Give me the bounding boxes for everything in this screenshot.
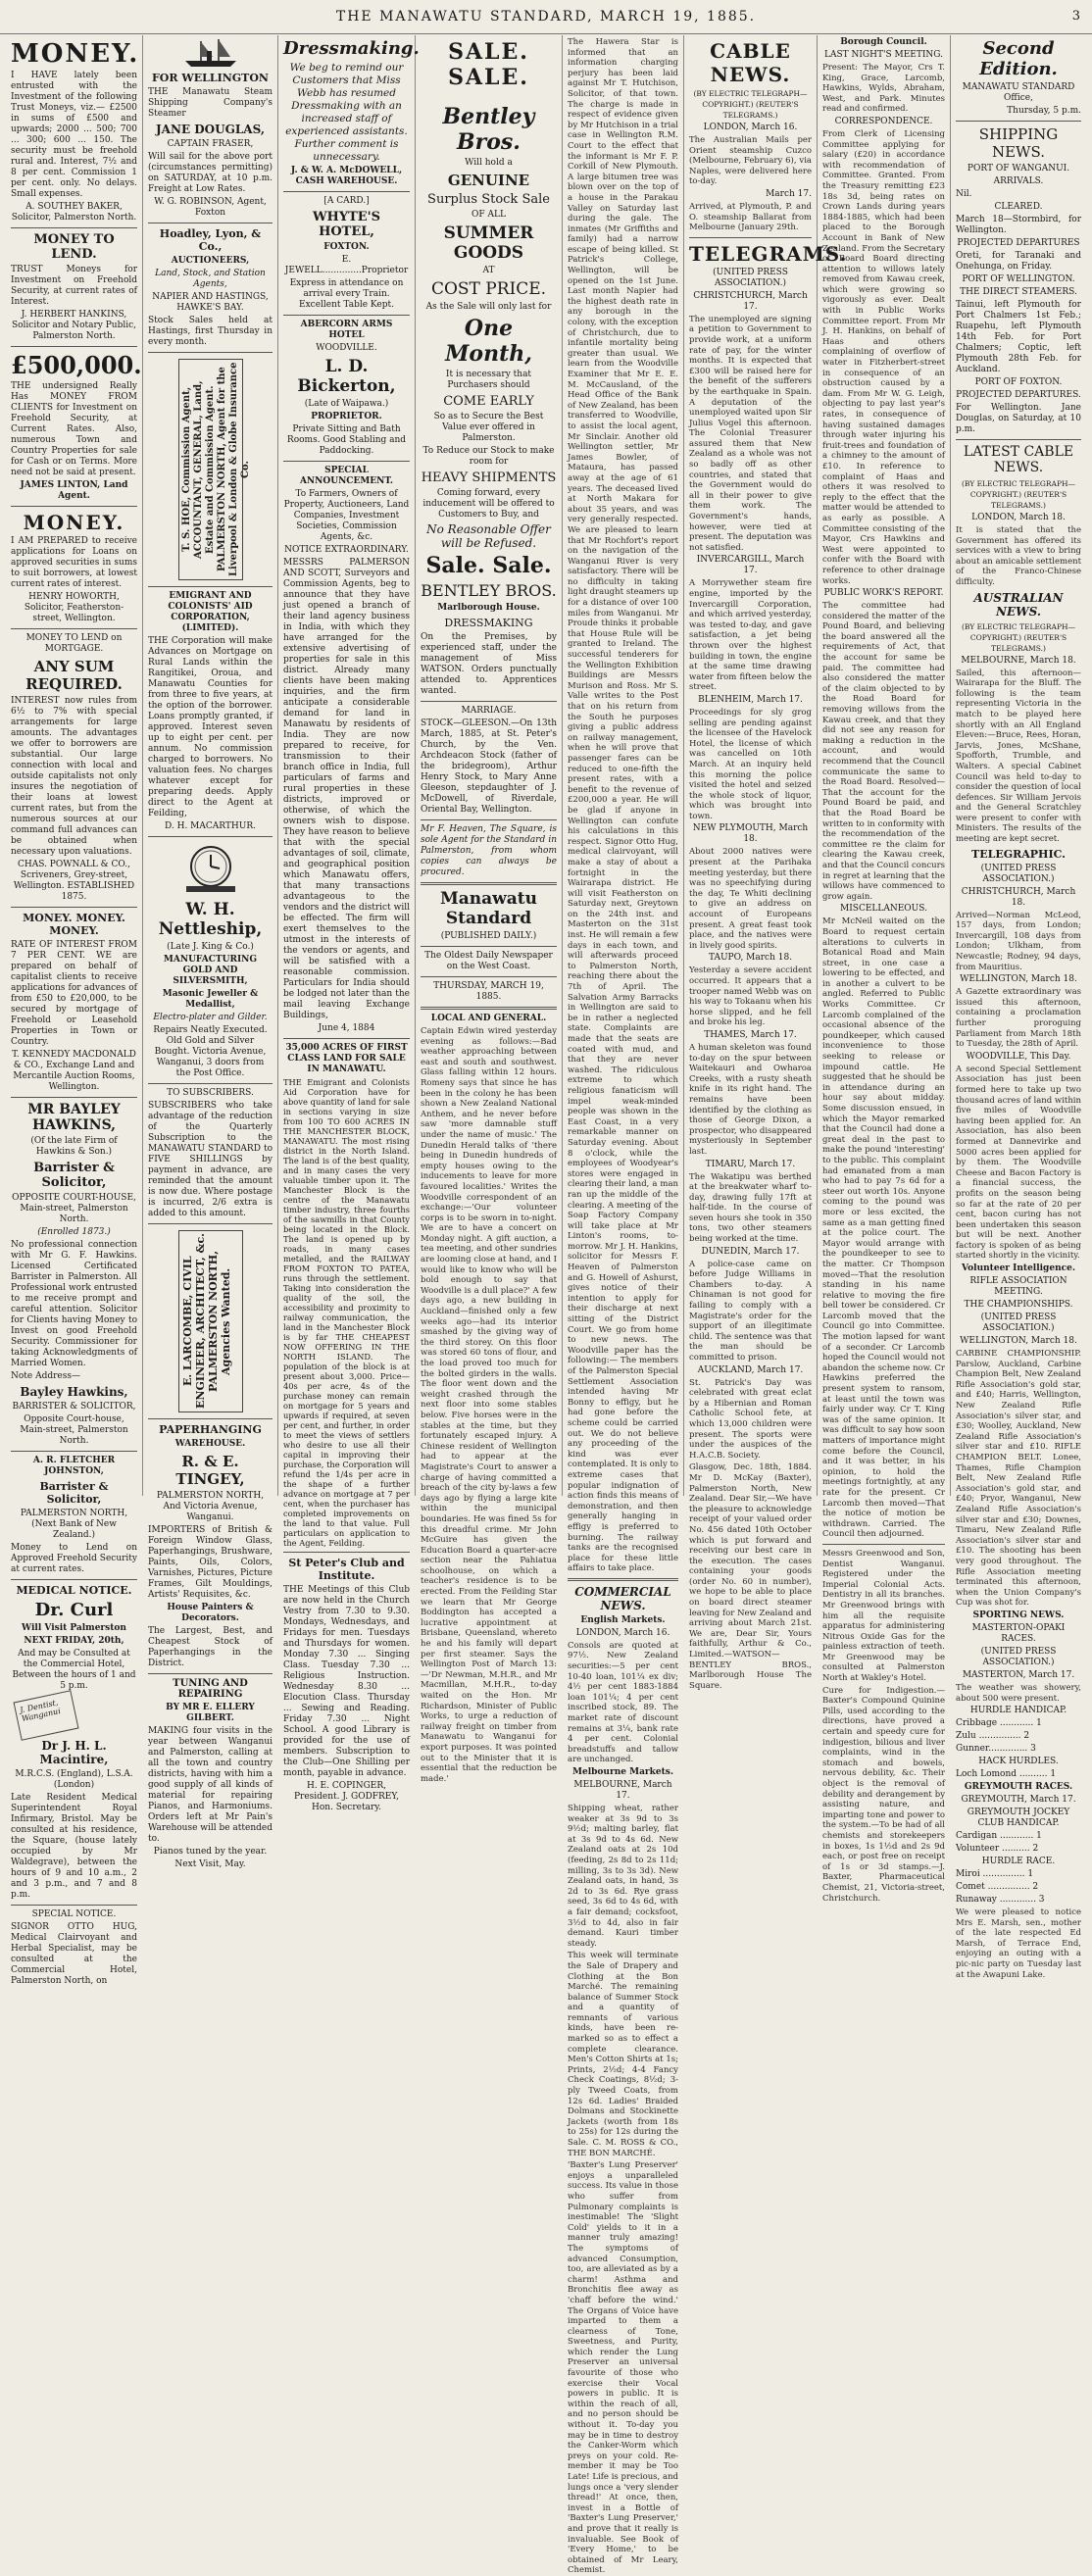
- mbh-addr: OPPOSITE COURT-HOUSE, Main-street, Palmerston North.: [12, 1193, 136, 1224]
- latest-london-date: LONDON, March 18.: [971, 513, 1066, 522]
- published: (PUBLISHED DAILY.): [440, 931, 537, 941]
- aber-prop: L. D. Bickerton,: [297, 357, 396, 396]
- hurdle-row: Cribbage ............ 1: [956, 1718, 1042, 1729]
- summer-goods: SUMMER GOODS: [443, 223, 534, 263]
- aus-melb-body: Sailed, this afternoon—Wairarapa for the Bluff. The following is the team representing Victoria in the match to be played here shortly with an All England Eleven:—Bruce, Rees, Horan, Jarvis, Jones, McShane, Spofforth, Trumble, and Walters. A special Cabinet Council was held to-day to consider the question of local defences. Sir William Jervois and the General Scratchley were present to confer with Ministers. The results of the meeting are kept secret.: [956, 668, 1081, 845]
- dress-body: We beg to remind our Customers that Miss Webb has resumed Dressmaking with an increased staff of experienced assistants. Further comment is unnecessary.: [285, 62, 408, 163]
- melbourne-body: Shipping wheat, rather weaker at 3s 9d to 3s 9½d; malting barley, flat at 3s 9d to 4s 6d. New Zealand oats at 2s 10d (feeding, 2s 8d to 2s 11d; milling, 3s to 3s 3d). New Zealand oats, in hand, 3s 2d to 3s 6d. Rye grass seed, 3s 6d to 4s 6d, with a fair demand; cocksfoot, 3½d to 4d, also in fair demand. Kauri timber steady.: [568, 1804, 678, 1949]
- aber-name: ABERCORN ARMS HOTEL: [300, 320, 393, 340]
- commercial-title: COMMERCIAL NEWS.: [574, 1584, 671, 1612]
- melbourne-date: MELBOURNE, March 17.: [573, 1780, 672, 1801]
- latest-cable-title: LATEST CABLE NEWS.: [963, 444, 1074, 475]
- inv-date: INVERCARGILL, March 17.: [696, 555, 805, 576]
- hurdle-title: HURDLE HANDICAP.: [969, 1706, 1067, 1716]
- stpeter-title: St Peter's Club and Institute.: [288, 1557, 405, 1582]
- curl-date: NEXT FRIDAY, 20th,: [24, 1636, 124, 1646]
- hlc-name: Hoadley, Lyon, & Co.,: [159, 227, 262, 253]
- blen-body: Proceedings for sly grog selling are pending against the licensee of the Havelock Hotel, the license of which was cancelled on 10th March. At an inquiry held this morning the police visited the hotel and seized the whole stock of liquor, which was brought into town.: [689, 707, 812, 821]
- champ-body: CARBINE CHAMPIONSHIP. Parslow, Auckland, Carbine Champion Belt, New Zealand Rifle Association's gold star, and £40; Harris, Wellington, New Zealand Rifle Association's silver star, and £30; Woolley, Auckland, New Zealand Rifle Association's silver star and £10. RIFLE CHAMPION BELT. Lonee, Thames, Rifle Champion Belt, New Zealand Rifle Association's gold star, and £40; Pryor, Wanganui, New Zealand Rifle Association's silver star and £30; Downes, Timaru, New Zealand Rifle Association's silver star and £10. The shooting has been very good throughout. The Rifle Association meeting terminated this afternoon, when the Union Company's Cup was shot for.: [956, 1349, 1081, 1609]
- hlc-role: AUCTIONEERS,: [171, 256, 250, 266]
- bentley-name: Bentley Bros.: [442, 104, 535, 155]
- inv-body: A Morrywether steam fire engine, imported by the Invercargill Corporation, and which arrived yesterday, was tested to-day, and gave satisfaction, a jet being thrown over the highest building in town, the engine at the same time drawing water from fifteen below the street.: [689, 578, 812, 693]
- news-body: The Hawera Star is informed that an information charging perjury has been laid against Mr T. Hutchison, Solicitor, of that town. The charge is made in respect of evidence given by Mr Hutchison in a trial case in Wellington R.M. Court to the effect that the informant is Mr F. P. Corkill of New Plymouth. A large bitumen tree was blown over on the top of a house in the Parakau Valley on Saturday last during the gale. The inmates (Mr Griffiths and family) had a narrow escape of being killed. St Patrick's College, Wellington, will be opened on the 1st June. Last month Napier had the highest death rate in any borough in the colony, with the exception of Christchurch, due to infantile mortality being greater than usual. We learn from the Woodville Examiner that Mr E. E. M. McCausland, of the Head Office of the Bank of New Zealand, has been transferred to Woodville, to assist the local agent, Mr Sinclair. Another old Wellington settler, Mr James Bowler, of Mataura, has passed away at the age of 61 years. The deceased lived at North Makara for about 35 years, and was very generally respected. We are pleased to learn that Mr Rochfort's report on the navigation of the Wanganui River is very satisfactory. There will be no difficulty in taking light draught steamers up for a distance of over 100 miles from Wanganui. Mr Proude thinks it probable that House Rule will be granted to Ireland. The successful tenderers for the Wellington Exhibition Buildings are Messrs Murison and Ross. Mr S. Valle writes to the Post that on his return from the South he purposes giving a public address on railway management, when he will prove that passenger fares can be reduced to one-fifth the present rates, with a benefit to the revenue of £200,000 a year. He will be glad if anyone in Wellington can confute his calculations in this respect. Signor Otto Hug, medical clairvoyant, will make a stay of about a fortnight in the Wairarapa district. He will visit Featherston on Saturday next, Greytown on the 24th inst. and Masterton on the 31st inst. He will remain a few days in each town, and will afterwards proceed to Palmerston North, reaching there about the 7th of April. The Salvation Army Barracks in Wellington are said to be in rather a neglected state. Complaints are made that the seats are coated with mud, and that they are never washed. The ridiculous extreme to which religious fanaticism will impel weak-minded people was shown in the East Coast, in a very remarkable manner on Saturday evening. About 8 o'clock, while the employees of Woodyear's stores were engaged in clearing their land, a man ran up the middle of the clearing. A meeting of the Soap Factory Company will take place at Mr Linton's rooms, to-morrow. Mr J. H. Hankins, solicitor for Messrs F. Heaven of Palmerston and G. Howell of Ashurst, gives notice of their intention to apply for their discharge at next sitting of the District Court. We go from home to new news. The Woodville paper has the following:— The members of the Palmerston Special Settlement Association intended having Mr Bonny to effigy, but he had gone before the scheme could be carried out. We do not believe any proceeding of the kind was ever contemplated. It is only to extreme cases that popular indignation of action finds this means of demonstration, and then generally hanging in effigy is preferred to burning. The railway tanks are the recognised place for these little affairs to take place.: [568, 37, 678, 1574]
- imp-text: It is necessary that Purchasers should: [445, 370, 532, 390]
- secure-text: So as to Secure the Best Value ever offered in Palmerston.: [433, 412, 544, 443]
- hlc-role2: Land, Stock, and Station Agents,: [155, 269, 266, 289]
- coming-text: Coming forward, every inducement will be offered to Customers to Buy, and: [422, 488, 555, 520]
- np-date: NEW PLYMOUTH, March 18.: [692, 823, 809, 845]
- aber-role: PROPRIETOR.: [311, 412, 382, 421]
- tingey-body: IMPORTERS of British & Foreign Window Glass, Paperhangings, Brushware, Paints, Oils, Colors, Varnishes, Pictures, Picture Frames, Gilt Mouldings, Artists' Requisites, &c.: [148, 1525, 273, 1600]
- curl-name: Dr. Curl: [34, 1600, 114, 1620]
- pub-body: The committee had considered the matter of the Pound Board, and believing the board answered all the requirements of Act, that the account for same be paid. The committee had also considered the matter of the claim objected to by the Road Board for removing willows from the Kawau creek, and that they did not see any reason for making a reduction in the account, and would recommend that the Council communicate the same to the Road Board. Resolved—That the account for the Pound Board be paid, and that the Road Board be written to in conformity with the recommendation of the committee re the claim for clearing the Kawau creek, and that the Council concurs in regret at learning that the willows have commenced to grow again.: [822, 601, 945, 902]
- greymouth-sub: GREYMOUTH JOCKEY CLUB HANDICAP.: [967, 1808, 1070, 1829]
- tg-chch-body: Arrived—Norman McLeod, 157 days, from London; Invercargill, 108 days from London; Ulkham, from Newcastle; Rodney, 94 days, from Mauritius.: [956, 910, 1081, 972]
- hlc-addr: NAPIER AND HASTINGS, HAWKE'S BAY.: [152, 292, 269, 313]
- tg-well-body: A Gazette extraordinary was issued this afternoon, containing a proclamation further proroguing Parliament from March 18th to Tuesday, the 28th of April.: [956, 987, 1081, 1050]
- paper-nameplate: Manawatu Standard: [439, 889, 538, 928]
- tuning-foot: Pianos tuned by the year.: [153, 1847, 268, 1857]
- hurdle2-title: HURDLE RACE.: [981, 1857, 1056, 1867]
- hlc-body: Stock Sales held at Hastings, first Thursday in every month.: [148, 316, 273, 347]
- london-date: LONDON, March 16.: [703, 123, 798, 132]
- money-sign: A. SOUTHEY BAKER, Solicitor, Palmerston North.: [11, 202, 137, 223]
- cleared-label: CLEARED.: [994, 202, 1043, 212]
- steam-body-2: Will sail for the above port (circumstances permitting) on SATURDAY, at 10 p.m. Freight at Low Rates.: [148, 152, 273, 194]
- sale-title-2: Sale. Sale.: [425, 553, 552, 578]
- steamer-captain: CAPTAIN FRASER,: [167, 139, 254, 149]
- tingey-body2: The Largest, Best, and Cheapest Stock of Paperhangings in the District.: [148, 1626, 273, 1668]
- pub-title: PUBLIC WORK'S REPORT.: [823, 588, 944, 599]
- champ-sub: (UNITED PRESS ASSOCIATION.): [980, 1313, 1057, 1334]
- cost-price: COST PRICE.: [430, 279, 547, 299]
- req-sign: CHAS. POWNALL & CO., Scriveners, Grey-street, Wellington. ESTABLISHED 1875.: [13, 860, 135, 902]
- hack-row: Loch Lomond .......... 1: [956, 1769, 1057, 1780]
- lend-sign: J. HERBERT HANKINS, Solicitor and Notary Public, Palmerston North.: [11, 310, 137, 341]
- special-ann-body: MESSRS PALMERSON AND SCOTT, Surveyors and Commission Agents, beg to announce that they have just opened a branch of their land agency business in India, with which they have arranged for the extensive advertising of properties for sale in this district. Already many clients have been making inquiries, and the firm anticipate a considerable demand for land in Manawatu by residents of India. They are now prepared to receive, for transmission to their branch office in India, full particulars of farms and rural properties in these districts, improved or otherwise, of which the owners wish to dispose. They have reason to believe that with the special advantages of soil, climate, and geographical position which Manawatu offers, that many transactions advantageous to the vendors and the district will be effected. The firm will exert themselves to the utmost in the interests of the vendors or agents, and will be satisfied with a reasonable commission. Particulars for India should be lodged not later than the mail leaving Exchange Buildings,: [283, 558, 410, 1020]
- surplus: Surplus Stock Sale: [427, 192, 550, 207]
- nettleship-role3: Electro-plater and Gilder.: [153, 1013, 268, 1022]
- nettleship-sub: (Late J. King & Co.): [167, 942, 254, 952]
- dentist-card-image: [13, 1690, 78, 1741]
- grey-row: Cardigan ............ 1: [956, 1831, 1042, 1842]
- borough-sub: LAST NIGHT'S MEETING.: [824, 50, 943, 60]
- emig-body: THE Corporation will make Advances on Mortgage on Rural Lands within the Rangitikei, Oroua, and Manawatu Counties for from three to five years, at the option of the borrower. Loans promptly granted, if approved. Interest seven up to eight per cent. per annum. No commission charged to borrowers. No valuation fees. No charges whatever except for preparing deeds. Apply direct to the Agent at Feilding,: [148, 636, 273, 818]
- masterton-date: MASTERTON, March 17.: [962, 1669, 1075, 1680]
- larcombe-vertical-card: E. LARCOMBE, CIVIL ENGINEER, ARCHITECT, &c. PALMERSTON NORTH, Agencies Wanted.: [178, 1230, 243, 1412]
- money2-body: I AM PREPARED to receive applications for Loans on approved securities in sums to suit borrowers, at lowest current rates of interest.: [11, 536, 137, 589]
- req-body: INTEREST now rules from 6½ to 7% with special arrangements for large amounts. The advantages we offer to borrowers are substantial. Our large connection with local and outside capitalists not only insures the negotiation of their loans at lowest current rates, but from the numerous sources at our command full advances can be obtained when necessary upon valuations.: [11, 696, 137, 857]
- special-ann-notice: NOTICE EXTRAORDINARY.: [284, 545, 409, 555]
- emig-sign: D. H. MACARTHUR.: [165, 821, 256, 831]
- greymouth-date: GREYMOUTH, March 17.: [961, 1795, 1076, 1806]
- column-5: [563, 35, 684, 2576]
- steam-body: THE Manawatu Steam Shipping Company's Steamer: [148, 87, 273, 119]
- projected2-label: PROJECTED DEPARTURES.: [956, 390, 1081, 400]
- arrived: Arrived, at Plymouth, P. and O. steamship Ballarat from Melbourne (January 29th.: [689, 201, 812, 233]
- masthead: [0, 0, 1092, 34]
- steam-sign: W. G. ROBINSON, Agent, Foxton: [154, 197, 267, 218]
- dressmaking-2-body: On the Premises, by experienced staff, under the management of Miss WATSON. Orders punctually attended to. Apprentices wanted.: [421, 632, 557, 696]
- afj-name: A. R. FLETCHER JOHNSTON,: [32, 1456, 116, 1476]
- mbh-enrolled: (Enrolled 1873.): [37, 1227, 111, 1237]
- column-3: [278, 35, 420, 1812]
- bonmarche-notice: This week will terminate the Sale of Drapery and Clothing at the Bon Marché. The remaining balance of Summer Stock and a quantity of remnants of various kinds, have been re-marked so as to effect a complete clearance. Men's Cotton Shirts at 1s; Prints, 2½d; 4-4 Fancy Check Coatings, 8½d; 3-ply Tweed Coats, from 12s 6d. Ladies' Braided Dolmans and Stockinette Jackets (worth from 18s to 25s) for 12s during the Sale. C. M. ROSS & CO., THE BON MARCHÉ.: [568, 1951, 678, 2158]
- cable-title: CABLE NEWS.: [710, 39, 791, 86]
- clock-icon: [178, 841, 243, 896]
- aber-town: WOODVILLE.: [316, 343, 377, 353]
- aber-body: Private Sitting and Bath Rooms. Good Stabling and Paddocking.: [286, 424, 407, 456]
- marriage-body: STOCK—GLEESON.—On 13th March, 1885, at St. Peter's Church, by the Ven. Archdeacon Stock (father of the bridegroom), Arthur Henry Stock, to Mary Anne Gleeson, stepdaughter of J. McDowell, of Riverdale, Oriental Bay, Wellington.: [421, 718, 557, 815]
- issue-date: THURSDAY, MARCH 19, 1885.: [433, 981, 544, 1002]
- woodville-date: WOODVILLE, This Day.: [966, 1051, 1071, 1062]
- hurdle2-row: Miroi ............... 1: [956, 1869, 1034, 1880]
- of-all: OF ALL: [472, 210, 506, 220]
- melbourne-title: Melbourne Markets.: [572, 1767, 673, 1777]
- greymouth-title: GREYMOUTH RACES.: [964, 1782, 1073, 1793]
- masterton-sub: (UNITED PRESS ASSOCIATION.): [980, 1646, 1057, 1667]
- curl-body: And may be Consulted at the Commercial Hotel, Between the hours of 1 and 5 p.m.: [12, 1649, 136, 1691]
- cleared-body: March 18—Stormbird, for Wellington.: [956, 215, 1081, 235]
- english-date: LONDON, March 16.: [575, 1627, 670, 1638]
- heavy-shipments: HEAVY SHIPMENTS: [421, 471, 557, 485]
- tg-chch-date: CHRISTCHURCH, March 18.: [961, 886, 1076, 908]
- mac-body: Late Resident Medical Superintendent Royal Infirmary, Bristol. May be consulted at his residence, the Square, (house lately occupied by Mr Waldegrave), between the hours of 9 and 10 a.m., 2 and 3 p.m., and 7 and 8 p.m.: [11, 1793, 137, 1900]
- hurdle-row: Gunner.............. 3: [956, 1744, 1036, 1755]
- afj-addr: PALMERSTON NORTH, (Next Bank of New Zealand.): [20, 1509, 128, 1540]
- local-body: Captain Edwin wired yesterday evening as follows:—Bad weather approaching between east and south and southwest. Glass falling within 12 hours. Romeny says that since he has been in the colony he has been shown a New Zealand National Anthem, and he never before saw 'more damnable stuff under the name of music.' The Dunedin Herald talks of 'there being in Dunedin hundreds of empty houses owing to the inducements to leave for more favoured localities.' Writes the Woodville correspondent of an exchange:—'Our volunteer corps is to be sworn in to-night. We are to have a concert on Monday night. A gift auction, a tea meeting, and other sundries are looming close at hand, and I would like to know who will be bold enough to say that Woodville is a dull place?' A few days ago, a new building in Auckland—finished only a few weeks ago—had its interior smashed by the giving way of the third storey. On this floor was stored 60 tons of flour, and the load proved too much for the bolted girders in the walls. The floor went down and the weight crashed through the next floor into some stables below. Five horses were in the stables at the time, but they fortunately escaped injury. A Chinese resident of Wellington had to appear at the Magistrate's Court to answer a charge of having committed a breach of the city by-laws a few days ago by flying a large kite within the municipal boundaries. He was fined 5s for this dreadful crime. Mr John McGuire has given the Education Board a quarter-acre section near the Pahiatua schoolhouse, on which a teacher's residence is to be erected. From the Feilding Star we learn that Mr George Boddington has accepted a lucrative appointment at Brisbane, Queensland, whereto he and his family will depart per first steamer. Says the Wellington Post of March 13:—'Dr Newman, M.H.R., and Mr Macmillan, M.H.R., to-day waited on the Hon. Mr Richardson, Minister of Public Works, to urge a reduction of railway freight on timber from Manawatu to Wanganui for export purposes. It was pointed out to the Minister that it is essential that the reduction be made.': [421, 1026, 557, 1784]
- borough-present: Present: The Mayor, Crs T. King, Grace, Larcomb, Hawkins, Wylds, Abraham, West, and Park. Minutes read and confirmed.: [822, 63, 945, 115]
- chch-body: The unemployed are signing a petition to Government to provide work, at a uniform rate of pay, for the winter months. It is expected that £300 will be raised here for the benefit of the sufferers by the earthquake in Spain. A deputation of the unemployed waited upon Sir Julius Vogel this afternoon. The Colonial Treasurer assured them that New Zealand as a whole was not so badly off as other countries, and stated that the Government would do all in their power to give them work. The Government's hands, however, were tied at present. The deputation was not satisfied.: [689, 314, 812, 553]
- as-sale: As the Sale will only last for: [425, 302, 552, 312]
- column-7: [818, 35, 951, 1904]
- champ-title: THE CHAMPIONSHIPS.: [964, 1300, 1073, 1311]
- projected-label: PROJECTED DEPARTURES: [957, 238, 1080, 248]
- port-foxton: PORT OF FOXTON.: [974, 377, 1063, 387]
- money-body: I HAVE lately been entrusted with the Investment of the following Trust Moneys, viz.— £2500 in sums of £500 and upwards; 2000 ... 500; 700 ... 300; 600 ... 150. The security must be freehold rural and. Interest, 7½ and 8 per cent. Commission 1 per cent. only. No delays. Small expenses.: [11, 71, 137, 199]
- dressmaking-2: DRESSMAKING: [444, 617, 533, 629]
- reduce-text: To Reduce our Stock to make room for: [422, 446, 555, 467]
- telegrams-title: TELEGRAMS.: [689, 241, 848, 266]
- auckland-body: St. Patrick's Day was celebrated with great eclat by a Hibernian and Roman Catholic School fete, at which 13,000 children were present. The sports were under the auspices of the H.A.C.B. Society.: [689, 1377, 812, 1461]
- latest-cable-sub: (BY ELECTRIC TELEGRAPH—COPYRIGHT.) (REUTER'S TELEGRAMS.): [961, 479, 1076, 510]
- mbh-role: Barrister & Solicitor,: [33, 1161, 115, 1190]
- m3-body: RATE OF INTEREST FROM 7 PER CENT. WE are prepared on behalf of capitalist clients to receive applications for advances of from £50 to £20,000, to be secured by mortgage of Freehold or Leasehold Properties in Town or Country.: [11, 940, 137, 1047]
- aber-sub: (Late of Waipawa.): [304, 399, 389, 409]
- australian-title: AUSTRALIAN NEWS.: [973, 590, 1064, 619]
- money2-sign: HENRY HOWORTH, Solicitor, Featherston-street, Wellington.: [24, 592, 124, 623]
- heaven-agent: Mr F. Heaven, The Square, is sole Agent for the Standard in Palmerston, from whom copies can always be procured.: [421, 824, 557, 877]
- m3-sign: T. KENNEDY MACDONALD & CO., Exchange Land and Mercantile Auction Rooms, Wellington.: [12, 1050, 136, 1092]
- port-wanganui: PORT OF WANGANUI.: [967, 164, 1070, 173]
- mbh-firm: Bayley Hawkins,: [20, 1385, 128, 1399]
- march17: March 17.: [766, 188, 812, 199]
- mbh-body: No professional connection with Mr G. F. Hawkins. Licensed Certificated Barrister in Palmerston. All Professional work entrusted to me receive prompt and careful attention. Solicitor for Clients having Money to Invest on good Freehold Security. Commissioner for taking Acknowledgments of Married Women.: [11, 1240, 137, 1368]
- aus-melb-date: MELBOURNE, March 18.: [961, 655, 1076, 666]
- m3-title: MONEY. MONEY. MONEY.: [23, 912, 125, 937]
- volunteer-title: Volunteer Intelligence.: [962, 1263, 1075, 1274]
- borough-title: Borough Council.: [840, 37, 927, 47]
- nettleship-role: MANUFACTURING GOLD AND SILVERSMITH,: [163, 955, 258, 986]
- column-8: [951, 35, 1086, 1980]
- req-title: ANY SUM REQUIRED.: [25, 658, 123, 693]
- telegrams-sub: (UNITED PRESS ASSOCIATION.): [713, 267, 788, 288]
- dentist-card-text: J. Dentist, Wanganui: [19, 1698, 62, 1724]
- tuning-body: MAKING four visits in the year between Wanganui and Palmerston, calling at all the town and country districts, having with him a good supply of all kinds of material for repairing Pianos, and Harmoniums. Orders left at Mr Pain's Warehouse will be attended to.: [148, 1726, 273, 1844]
- at-label: AT: [482, 266, 495, 275]
- genuine: GENUINE: [447, 172, 530, 189]
- telegraphic-sub: (UNITED PRESS ASSOCIATION.): [980, 863, 1057, 884]
- thames-date: THAMES, March 17.: [704, 1029, 797, 1040]
- timaru-date: TIMARU, March 17.: [705, 1159, 796, 1169]
- will-hold: Will hold a: [465, 158, 513, 168]
- tuning-title: TUNING AND REPAIRING: [173, 1678, 248, 1700]
- dunedin-body: A police-case came on before Judge Williams in Chambers to-day. A Chinaman is not good for failing to comply with a Magistrate's order for the support of an illegitimate child. The sentence was that the man should be committed to prison.: [689, 1259, 812, 1362]
- australian-sub: (BY ELECTRIC TELEGRAPH—COPYRIGHT.) (REUTER'S TELEGRAMS.): [961, 621, 1076, 653]
- acres-title: 35,000 ACRES OF FIRST CLASS LAND FOR SALE IN MANAWATU.: [285, 1043, 408, 1074]
- local-title: LOCAL AND GENERAL.: [430, 1014, 547, 1023]
- money2-title: MONEY.: [23, 511, 125, 534]
- mbh-firm3: Opposite Court-house, Main-street, Palmerston North.: [20, 1414, 128, 1446]
- cable-sub: (BY ELECTRIC TELEGRAPH—COPYRIGHT.) (REUTER'S TELEGRAMS.): [693, 89, 808, 120]
- masterton-body: The weather was showery, about 500 were present.: [956, 1682, 1081, 1704]
- tingey-deco: House Painters & Decorators.: [167, 1603, 254, 1623]
- hurdle2-row: Comet ............... 2: [956, 1882, 1039, 1893]
- nettleship-role2: Masonic Jeweller & Medallist,: [162, 989, 259, 1010]
- tingey-name: R. & E. TINGEY,: [175, 1453, 245, 1488]
- nettleship-body: Repairs Neatly Executed. Old Gold and Silver Bought. Victoria Avenue, Wanganui, 3 doors from the Post Office.: [153, 1025, 268, 1078]
- afj-role: Barrister & Solicitor,: [39, 1480, 109, 1506]
- dunedin-date: DUNEDIN, March 17.: [701, 1246, 800, 1257]
- chch-date: CHRISTCHURCH, March 17.: [693, 290, 808, 312]
- sporting-title: SPORTING NEWS.: [972, 1610, 1065, 1620]
- big-amount: £500,000.: [11, 351, 142, 379]
- newspaper-columns: [6, 35, 1086, 2576]
- special-ann-date: June 4, 1884: [318, 1023, 375, 1033]
- lend-title: MONEY TO LEND.: [33, 232, 115, 262]
- hurdle2-row: Runaway ............. 3: [956, 1895, 1045, 1906]
- special-ann-sub: To Farmers, Owners of Property, Auctioneers, Land Companies, Investment Societies, Commission Agents, &c.: [283, 489, 410, 542]
- oldest: The Oldest Daily Newspaper on the West Coast.: [424, 951, 553, 971]
- mac-deg: M.R.C.S. (England), L.S.A. (London): [15, 1769, 133, 1790]
- shipping-title: SHIPPING NEWS.: [978, 125, 1059, 161]
- amount-body: THE undersigned Really Has MONEY FROM CLIENTS for Investment on Freehold Security, at Current Rates. Also, numerous Town and Country Properties for sale for Cash or on Terms. More need not be said at present.: [11, 381, 137, 477]
- mac-name: Dr J. H. L. Macintire,: [39, 1739, 109, 1766]
- medical-title: MEDICAL NOTICE.: [16, 1584, 132, 1597]
- tg-well-date: WELLINGTON, March 18.: [960, 974, 1077, 985]
- taupo-date: TAUPO, March 18.: [708, 953, 793, 964]
- marriage-title: MARRIAGE.: [461, 706, 517, 716]
- projected2-body: For Wellington. Jane Douglas, on Saturday, at 10 p.m.: [956, 403, 1081, 434]
- page-number: 3: [1071, 9, 1082, 24]
- edition-time: Thursday, 5 p.m.: [1007, 106, 1081, 116]
- second-edition: Second Edition.: [979, 38, 1058, 79]
- whyte-name: WHYTE'S HOTEL,: [312, 210, 381, 239]
- champ-date: WELLINGTON, March 18.: [960, 1336, 1077, 1347]
- rifle-title: RIFLE ASSOCIATION MEETING.: [969, 1276, 1067, 1298]
- dress-title: Dressmaking.: [283, 38, 420, 59]
- mbh-note: Note Address—: [11, 1371, 80, 1381]
- taupo-body: Yesterday a severe accident occurred. It appears that a trooper named Webb was on his way to Tokaanu when his horse slipped, and he fell and broke his leg.: [689, 966, 812, 1028]
- hoe-vertical-card: T. S. HOE, Commission Agent, ACCOUNTANT, GENERAL, Land, Estate and Commission Agent. PALMERSTON NORTH, Agent for the Liverpool & London & Globe Insurance Co.: [178, 359, 243, 580]
- english-title: English Markets.: [580, 1614, 666, 1625]
- lend-body: TRUST Moneys for Investment on Freehold Security, at current rates of Interest.: [11, 265, 137, 307]
- projected-body: Oreti, for Taranaki and Onehunga, on Friday.: [956, 251, 1081, 272]
- auckland-date: AUCKLAND, March 17.: [697, 1364, 804, 1375]
- grey-row: Volunteer .......... 2: [956, 1844, 1039, 1855]
- corr-title: CORRESPONDENCE.: [834, 116, 933, 126]
- tuning-by: BY MR E. ELLERY GILBERT.: [166, 1703, 255, 1723]
- subscribers-body: SUBSCRIBERS who take advantage of the reduction of the Quarterly Subscription to the MANAWATU STANDARD to FIVE SHILLINGS by payment in advance, are reminded that the amount is now due. Where postage is incurred, 2/6 extra is added to this amount.: [148, 1101, 273, 1218]
- glasgow-letter: Glasgow, Dec. 18th, 1884. Mr D. McKay (Baxter), Palmerston North, New Zealand. Dear Sir,—We have the pleasure to acknowledge receipt of your valued order No. 456 dated 10th October which is put forward and receiving our best care in the execution. The cases containing your goods (order No. 60 in number), we hope to be able to place on board direct steamer leaving for New Zealand and arriving about March 21st. We are, Dear Sir, Yours faithfully, Arthur & Co., Limited.—WATSON—BENTLEY BROS., Marlborough House The Square.: [689, 1462, 812, 1691]
- no-offer: No Reasonable Offer will be Refused.: [426, 522, 551, 550]
- curl-visit: Will Visit Palmerston: [22, 1623, 126, 1633]
- column-2: [143, 35, 278, 1869]
- english-body: Consols are quoted at 97½. New Zealand securities:—5 per cent 10-40 loan, 101¼ ex div; 4½ per cent 1883-1884 loan 101¼; 4 per cent inscribed stock, 89. The market rate of discount remains at 3¼, bank rate 4 per cent. Colonial breadstuffs and tallow are unchanged.: [568, 1640, 678, 1765]
- misc-title: MISCELLANEOUS.: [840, 904, 927, 915]
- whyte-body: Express in attendance on arrival every Train. Excellent Table Kept.: [289, 278, 404, 310]
- marlborough: Marlborough House.: [437, 603, 540, 613]
- special-ann-title: SPECIAL ANNOUNCEMENT.: [299, 466, 394, 486]
- corr-body: From Clerk of Licensing Committee applying for salary (£20) in accordance with recommendation of Committee. Granted. From the Treasury remitting £23 18s 3d, being rates on Crown Lands during years 1884-1885, which had been placed to the Borough Account in Bank of New Zealand. From the Secretary of Board Board directing attention to willows lately removed from Kawau creek, which were growing so vigorously as ever. Dealt with in Public Works Committee report. From Mr J. H. Hankins, on behalf of Haas and others complaining of overflow of water in Fitzherbert-street in consequence of an obstruction caused by a dam. From Mr W. G. Leigh, objecting to pay last year's rates, in consequence of having sustained damages through water injuring his fruit-trees and foundation of a chimney to the amount of £10. In reference to complaint of Haas and others it was resolved to reply to the effect that the matter would be attended to as early as possible. A Committee consisting of the Mayor, Crs Hawkins and West were appointed to confer with the Board with reference to other drainage works.: [822, 128, 945, 586]
- for-wellington: FOR WELLINGTON: [152, 72, 269, 84]
- amount-sign: JAMES LINTON, Land Agent.: [20, 480, 128, 501]
- one-month: One Month,: [445, 316, 532, 367]
- tuning-next: Next Visit, May.: [174, 1859, 246, 1869]
- office-label: MANAWATU STANDARD Office,: [962, 82, 1075, 103]
- arrivals-nil: Nil.: [956, 189, 972, 199]
- nettleship-name: W. H. Nettleship,: [158, 900, 263, 939]
- direct-body: Tainui, left Plymouth for Port Chalmers 1st Feb.; Ruapehu, left Plymouth 14th Feb. for Port Chalmers; Coptic, left Plymouth 28th Feb. for Auckland.: [956, 300, 1081, 374]
- london-body: The Australian Mails per Orient steamship Cuzco (Melbourne, February 6), via Naples, were delivered here to-day.: [689, 135, 812, 187]
- blen-date: BLENHEIM, March 17.: [698, 694, 803, 705]
- acres-body: THE Emigrant and Colonists Aid Corporation have for above quantity of land for sale in sections varying in size from 100 TO 600 ACRES IN THE MANCHESTER BLOCK, MANAWATU. The most rising district in the North Island. The land is of the best quality, and in many cases the very valuable timber upon it. The Manchester Block is the centre of the Manawatu timber industry, three fourths of the sawmills in that County being located in the Block. The land is opened up by roads, in many cases metalled, and the RAILWAY FROM FOXTON TO PATEA, runs through the settlement. Taking into consideration the quality of the soil, the accessibility and proximity to railway communication, the land in the Manchester Block is by far THE CHEAPEST NOW OFFERING IN THE NORTH ISLAND. The population of the block is at present about 3,000. Price—40s per acre, 4s of the purchase money can remain on mortgage for 5 years and upwards if required, at seven per cent, and further, in order to meet the views of settlers who desire to use all their capital in improving their purchase, the Corporation will refund the 1/4s per acre in the shape of a further advance on mortgage at 7 per cent, when the purchaser has completed improvements on the land to that value. Full particulars on application to the Agent, Feilding.: [283, 1077, 410, 1548]
- np-body: About 2000 natives were present at the Parihaka meeting yesterday, but there was no speechifying during the day, Te Whiti declining to give an address on account of Europeans present. A great feast took place, and the natives were in lively good spirits.: [689, 847, 812, 951]
- masterton-title: MASTERTON-OPAKI RACES.: [971, 1622, 1066, 1644]
- indigestion-notice: Cure for Indigestion.—Baxter's Compound Quinine Pills, used according to the directions, have proved a certain and speedy cure for indigestion, bilious and liver complaints, wind in the stomach and bowels, nervous debility, &c. Their object is the removal of debility and derangement by assisting nature, and imparting tone and power to the system.—To be had of all chemists and storekeepers in boxes, 1s 1½d and 2s 9d each, or post free on receipt of 1s or 3d stamps.—J. Baxter, Pharmaceutical Chemist, 21, Victoria-street, Christchurch.: [822, 1685, 945, 1904]
- sale-title: SALE. SALE.: [448, 39, 529, 90]
- afj-body: Money to Lend on Approved Freehold Security at current rates.: [11, 1543, 137, 1574]
- stpeter-sign: H. E. COPINGER, President. J. GODFREY, Hon. Secretary.: [293, 1781, 400, 1812]
- money-title: MONEY.: [11, 39, 140, 69]
- direct-label: THE DIRECT STEAMERS.: [960, 287, 1077, 297]
- telegraphic-title: TELEGRAPHIC.: [971, 847, 1066, 861]
- woodville-body: A second Special Settlement Association has just been formed here to take up two thousand acres of land within five miles of Woodville having been applied for. An Association, has also been formed at Dannevirke and 5000 acres been applied for by them. The Woodville Cheese and Bacon Factory is a financial success, the profits on the season being so far at the rate of 20 per cent, bacon curing has not been undertaken this season but will be next. Another factory is spoken of as being started shortly in the vicinity.: [956, 1064, 1081, 1262]
- special-title: SPECIAL NOTICE.: [31, 1909, 117, 1919]
- timaru-body: The Wakatipu was berthed at the breakwater wharf to-day, drawing fully 17ft at half-tide. In the course of seven hours she took in 350 tons, two other steamers being worked at the time.: [689, 1171, 812, 1245]
- subscribers-title: TO SUBSCRIBERS.: [167, 1088, 254, 1098]
- paper-sub: WAREHOUSE.: [174, 1439, 246, 1449]
- tingey-addr: PALMERSTON NORTH, And Victoria Avenue, Wanganui.: [156, 1491, 265, 1522]
- mbh-title: MR BAYLEY HAWKINS,: [27, 1102, 121, 1133]
- dress-sign: J. & W. A. McDOWELL, CASH WAREHOUSE.: [290, 166, 403, 186]
- come-early: COME EARLY: [443, 394, 534, 409]
- port-wellington: PORT OF WELLINGTON.: [962, 274, 1075, 284]
- bentley-name-2: BENTLEY BROS.: [421, 581, 557, 600]
- column-1: [6, 35, 143, 1986]
- greenwood-notice: Messrs Greenwood and Son, Dentist Wanganui. Registered under the Imperial Colonial Acts. Dentistry in all its branches. Mr Greenwood brings with him all the requisite apparatus for administering Nitrous Oxide Gas for the painless extraction of teeth. Mr Greenwood may be consulted at Palmerston North at Wakley's Hotel.: [822, 1548, 945, 1684]
- picnic-notice: We were pleased to notice Mrs E. Marsh, sen., mother of the late respected Ed Marsh, of Terrace End, enjoying an outing with a pic-nic party on Tuesday last at the Awapuni Lake.: [956, 1907, 1081, 1980]
- card-label: [A CARD.]: [323, 196, 370, 206]
- whyte-prop: E. JEWELL..............Proprietor: [284, 255, 409, 275]
- masthead-title: THE MANAWATU STANDARD, MARCH 19, 1885.: [335, 9, 757, 25]
- arrivals-label: ARRIVALS.: [993, 176, 1044, 186]
- emig-title: EMIGRANT AND COLONISTS' AID CORPORATION, (LIMITED).: [168, 591, 253, 633]
- mbh-firm2: BARRISTER & SOLICITOR,: [12, 1402, 136, 1412]
- mbh-sub: (Of the late Firm of Hawkins & Son.): [30, 1136, 118, 1157]
- steamer-name: JANE DOUGLAS,: [155, 123, 266, 136]
- column-6: [684, 35, 848, 1691]
- thames-body: A human skeleton was found to-day on the spur between Waitekauri and Owharoa Creeks, with a rusty sheath knife in its right hand. The remains have been identified by the clothing as those of George Dixon, a prospector, who disappeared mysteriously in September last.: [689, 1042, 812, 1157]
- baxter-notice: 'Baxter's Lung Preserver' enjoys a unparalleled success. Its value in those who suffer from Pulmonary complaints is inestimable! The 'Slight Cold' yields to it in a manner truly amazing! The symptoms of advanced Consumption, too, are alleviated as by a charm! Asthma and Bronchitis flee away as 'chaff before the wind.' The Organs of Voice have imparted to them a clearness of Tone, Sweetness, and Purity, which render the Lung Preserver an universal favourite of those who exercise their Vocal powers in public. It is within the reach of all, and no person should be without it. To-day you may be in time to destroy the Canker-Worm which preys on your cold. Re-member it may be Too Late! Life is precious, and lungs once a 'very slender thread!' At once, then, invest in a Bottle of 'Baxter's Lung Preserver,' and prove that it really is invaluable. See Book of 'Every Home,' to be obtained of Mr Leary, Chemist.: [568, 2160, 678, 2576]
- stpeter-body: THE Meetings of this Club are now held in the Church Vestry from 7.30 to 9.30. Mondays, Wednesdays, and Fridays for men. Tuesdays and Thursdays for women. Monday 7.30 ... Singing Class. Tuesday 7.30 ... Religious Instruction. Wednesday 8.30 ... Elocution Class. Thursday ... Sewing and Reading. Friday 7.30 ... Night School. A good Library is provided for the use of members. Subscription to the Club—One Shilling per month, payable in advance.: [283, 1585, 410, 1778]
- req-sub: MONEY TO LEND on MORTGAGE.: [25, 633, 123, 654]
- whyte-town: FOXTON.: [323, 242, 370, 252]
- hack-title: HACK HURDLES.: [978, 1757, 1059, 1767]
- column-4: [416, 35, 563, 1784]
- latest-london-body: It is stated that the Government has offered its services with a view to bring about an amicable settlement of the Franco-Chinese difficulty.: [956, 525, 1081, 587]
- ship-icon: [181, 37, 240, 69]
- hurdle-row: Zulu ............... 2: [956, 1731, 1030, 1742]
- special-body: SIGNOR OTTO HUG, Medical Clairvoyant and Herbal Specialist, may be consulted at the Commercial Hotel, Palmerston North, on: [11, 1922, 137, 1986]
- misc-body: Mr McNeil waited on the Board to request certain alterations to culverts in Botanical Road and Main street, in one case a lowering to be effected, and in another a culvert to be angled. Referred to Public Works Committee. Cr Larcomb complained of the occasional absence of the poundkeeper, which caused inconvenience to those seeking to release or impound cattle. He suggested that he should be in attendance during an hour say about midday. Some discussion ensued, in which the Mayor remarked that the Council had done a great deal in the past to make the pound 'interesting' to the public. This complaint had emanated from a man who had to pay 7s 6d for a steer out worth 10s. Anyone coming to the pound was more or less excited, the same as a man getting fined at the police court. The Mayor would arrange with the poundkeeper to see to the matter. Cr Thompson moved—That the resolution standing in his name relative to moving the fire bell tower be considered. Cr Larcomb moved that the Council go into Committee. The motion lapsed for want of a seconder. Cr Larcomb hoped the Council would not abandon the scheme now. Cr Hawkins preferred the present system to ransom, at least until the town was fairly under way. Cr T. King was of the same opinion. It was difficult to say how soon matters of importance might come before the Council, and it was better, in his opinion, to hold the meetings fortnightly, at any rate for the present. Cr Larcomb then moved—That the notice of motion be withdrawn. Carried. The Council then adjourned.: [822, 916, 945, 1540]
- paper-title: PAPERHANGING: [159, 1423, 262, 1436]
